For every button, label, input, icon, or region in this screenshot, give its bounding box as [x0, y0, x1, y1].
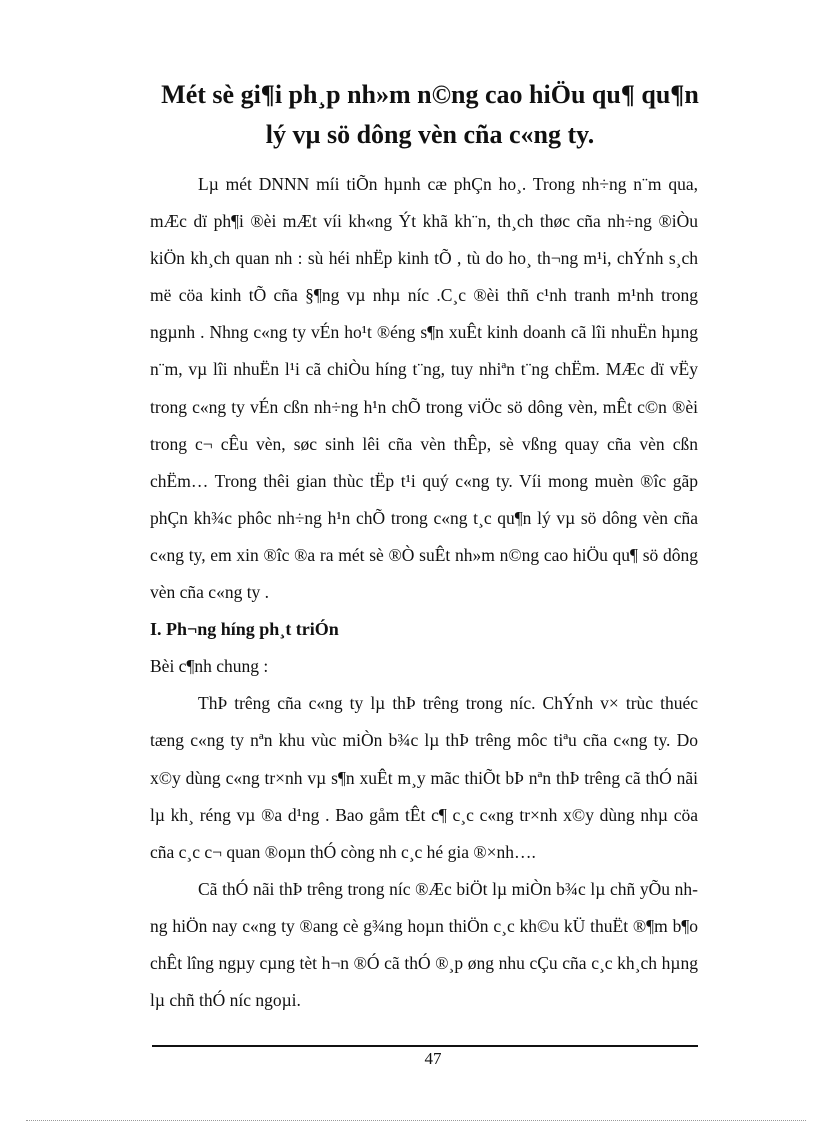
section-heading: I. Ph¬ng híng ph¸t triÓn: [150, 619, 339, 640]
market-paragraph: ThÞ trêng cña c«ng ty lµ thÞ trêng trong níc. ChÝnh v× trùc thuéc tæng c«ng ty nªn khu vùc miÒn b¾c lµ thÞ trêng môc tiªu cña c«ng ty. Do x©y dùng c«ng tr×nh vµ s¶n xuÊt m¸y mãc thiÕt bÞ nªn thÞ trêng cã thÓ nãi lµ kh¸ réng vµ ®a d¹ng . Bao gåm tÊt c¶ c¸c c«ng tr×nh x©y dùng nhµ cöa cña c¸c c¬ quan ®oµn thÓ còng nh c¸c hé gia ®×nh….: [150, 693, 698, 862]
page-number: 47: [424, 1049, 442, 1068]
footer-divider: [152, 1045, 698, 1047]
page-title-line-1: Mét sè gi¶i ph¸p nh»m n©ng cao hiÖu qu¶ qu¶n: [161, 80, 699, 109]
subheading: Bèi c¶nh chung :: [150, 656, 269, 677]
intro-paragraph: Lµ mét DNNN míi tiÕn hµnh cæ phÇn ho¸. Trong nh÷ng n¨m qua, mÆc dï ph¶i ®èi mÆt víi kh«ng Ýt khã kh¨n, th¸ch thøc cña nh÷ng ®iÒu kiÖn kh¸ch quan nh : sù héi nhËp kinh tÕ , tù do ho¸ th¬ng m¹i, chÝnh s¸ch më cöa kinh tÕ cña §¶ng vµ nhµ níc .C¸c ®èi thñ c¹nh tranh m¹nh trong ngµnh . Nhng c«ng ty vÉn ho¹t ®éng s¶n xuÊt kinh doanh cã lîi nhuËn hµng n¨m, vµ lîi nhuËn l¹i cã chiÒu híng t¨ng, tuy nhiªn t¨ng chËm. MÆc dï vËy trong c«ng ty vÉn cßn nh÷ng h¹n chÕ trong viÖc sö dông vèn, mÊt c©n ®èi trong c¬ cÊu vèn, søc sinh lêi cña vèn thÊp, sè vßng quay cña vèn cßn chËm… Trong thêi gian thùc tËp t¹i quý c«ng ty. Víi mong muèn ®îc gãp phÇn kh¾c phôc nh÷ng h¹n chÕ trong c«ng t¸c qu¶n lý vµ sö dông vèn cña c«ng ty, em xin ®îc ®a ra mét sè ®Ò suÊt nh»m n©ng cao hiÖu qu¶ sö dông vèn cña c«ng ty .: [150, 174, 698, 603]
body-text: [150, 166, 698, 1019]
page-bottom-border: [26, 1120, 806, 1121]
page-title-line-2: lý vµ sö dông vèn cña c«ng ty.: [265, 120, 595, 149]
domestic-paragraph: Cã thÓ nãi thÞ trêng trong níc ®Æc biÖt lµ miÒn b¾c lµ chñ yÕu nhng hiÖn nay c«ng ty ®ang cè g¾ng hoµn thiÖn c¸c kh©u kÜ thuËt ®¶m b¶o chÊt lîng ngµy cµng tèt h¬n ®Ó cã thÓ ®¸p øng nhu cÇu cña c¸c kh¸ch hµng lµ chñ thÓ níc ngoµi.: [150, 878, 698, 1011]
